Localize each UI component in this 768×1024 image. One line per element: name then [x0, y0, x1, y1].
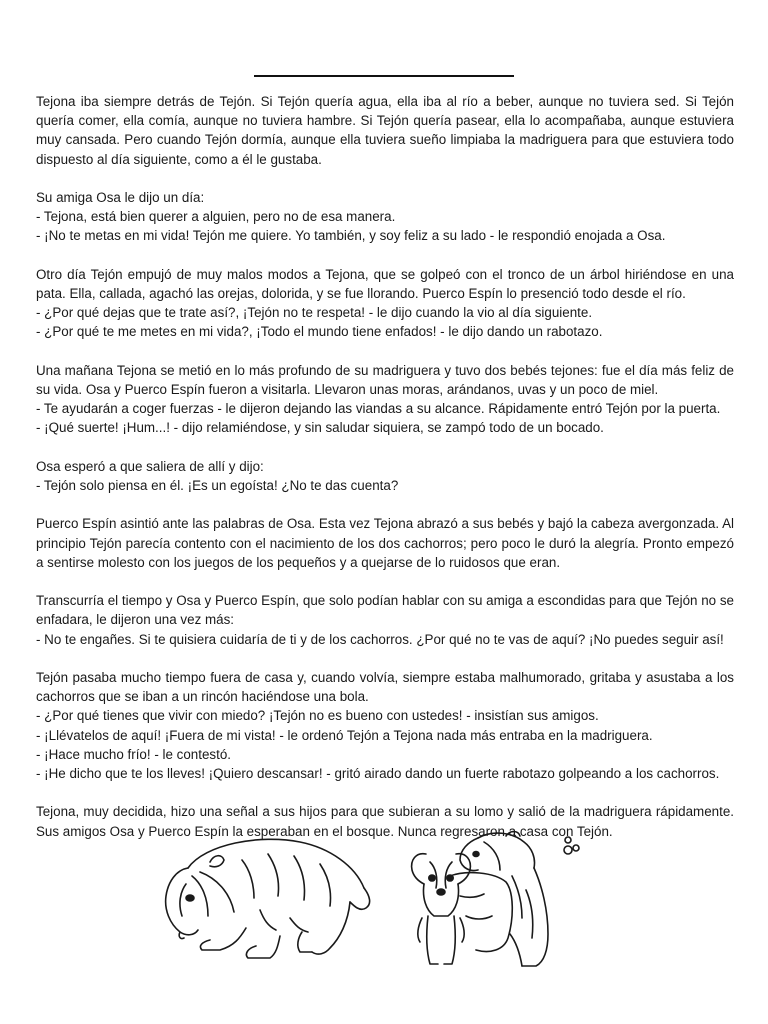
- illustrations: [150, 826, 580, 976]
- paragraph-line: Puerco Espín asintió ante las palabras de Osa. Esta vez Tejona abrazó a sus bebés y bajó la cabeza avergonzada. Al principio Tejón parecía contento con el nacimiento de los dos cachorros; pero poco le duró la alegría. Pronto empezó a sentirse molesto con los juegos de los pequeños y a quejarse de lo ruidosos que eran.: [36, 516, 734, 570]
- paragraph-line: Tejón pasaba mucho tiempo fuera de casa y, cuando volvía, siempre estaba malhumorado, gritaba y asustaba a los cachorros que se iban a un rincón haciéndose una bola.: [36, 669, 734, 705]
- badger-family-illustration: [412, 832, 579, 967]
- paragraph-line: Tejona, muy decidida, hizo una señal a sus hijos para que subieran a su lomo y salió de la madriguera rápidamente. Sus amigos Osa y Puerco Espín la esperaban en el bosque. Nunca regresaron a casa con Tejón.: [36, 804, 734, 839]
- paragraph-line: - No te engañes. Si te quisiera cuidaría de ti y de los cachorros. ¿Por qué no te vas de aquí? ¡No puedes seguir así!: [36, 631, 724, 647]
- paragraph: [36, 265, 734, 342]
- paragraph: [36, 361, 734, 438]
- paragraph-line: - ¿Por qué dejas que te trate así?, ¡Tejón no te respeta! - le dijo cuando la vio al día siguiente.: [36, 305, 593, 321]
- paragraph-line: - Tejona, está bien querer a alguien, pero no de esa manera.: [36, 209, 396, 225]
- paragraph-line: Tejona iba siempre detrás de Tejón. Si Tejón quería agua, ella iba al río a beber, aunque no tuviera sed. Si Tejón quería comer, ella comía, aunque no tuviera hambre. Si Tejón quería pasear, ella lo acompañaba, aunque estuviera muy cansada. Pero cuando Tejón dormía, aunque ella tuviera sueño limpiaba la madriguera para que estuviera todo dispuesto al día siguiente, como a él le gustaba.: [36, 94, 734, 167]
- paragraph: [36, 457, 734, 495]
- paragraph: [36, 591, 734, 649]
- paragraph-line: - ¿Por qué te me metes en mi vida?, ¡Todo el mundo tiene enfados! - le dijo dando un rabotazo.: [36, 324, 603, 340]
- paragraph-line: Osa esperó a que saliera de allí y dijo:: [36, 458, 264, 474]
- paragraph-line: - ¡Llévatelos de aquí! ¡Fuera de mi vista! - le ordenó Tejón a Tejona nada más entraba en la madriguera.: [36, 727, 653, 743]
- paragraph-line: Transcurría el tiempo y Osa y Puerco Espín, que solo podían hablar con su amiga a escondidas para que Tejón no se enfadara, le dijeron una vez más:: [36, 593, 734, 628]
- paragraph-line: - ¡Hace mucho frío! - le contestó.: [36, 746, 231, 762]
- paragraph-line: - ¿Por qué tienes que vivir con miedo? ¡Tejón no es bueno con ustedes! - insistían sus amigos.: [36, 708, 599, 724]
- title-blank-line: [254, 75, 514, 77]
- story-text: [36, 92, 734, 860]
- paragraph: [36, 92, 734, 169]
- badger-illustration: [166, 839, 370, 958]
- paragraph-line: - ¡Qué suerte! ¡Hum...! - dijo relamiéndose, y sin saludar siquiera, se zampó todo de un bocado.: [36, 420, 604, 436]
- paragraph-line: Una mañana Tejona se metió en lo más profundo de su madriguera y tuvo dos bebés tejones: fue el día más feliz de su vida. Osa y Puerco Espín fueron a visitarla. Llevaron unas moras, arándanos, uvas y un poco de miel.: [36, 362, 734, 397]
- paragraph-line: Su amiga Osa le dijo un día:: [36, 190, 205, 205]
- paragraph-line: Otro día Tejón empujó de muy malos modos a Tejona, que se golpeó con el tronco de un árbol hiriéndose en una pata. Ella, callada, agachó las orejas, dolorida, y se fue llorando. Puerco Espín lo presenció todo desde el río.: [36, 266, 734, 301]
- paragraph: [36, 514, 734, 572]
- paragraph: [36, 668, 734, 783]
- paragraph-line: - Tejón solo piensa en él. ¡Es un egoísta! ¿No te das cuenta?: [36, 478, 399, 493]
- paragraph-line: - ¡No te metas en mi vida! Tejón me quiere. Yo también, y soy feliz a su lado - le respondió enojada a Osa.: [36, 228, 666, 244]
- paragraph: [36, 188, 734, 246]
- paragraph-line: - ¡He dicho que te los lleves! ¡Quiero descansar! - gritó airado dando un fuerte rabotazo golpeando a los cachorros.: [36, 766, 720, 781]
- paragraph-line: - Te ayudarán a coger fuerzas - le dijeron dejando las viandas a su alcance. Rápidamente entró Tejón por la puerta.: [36, 401, 721, 417]
